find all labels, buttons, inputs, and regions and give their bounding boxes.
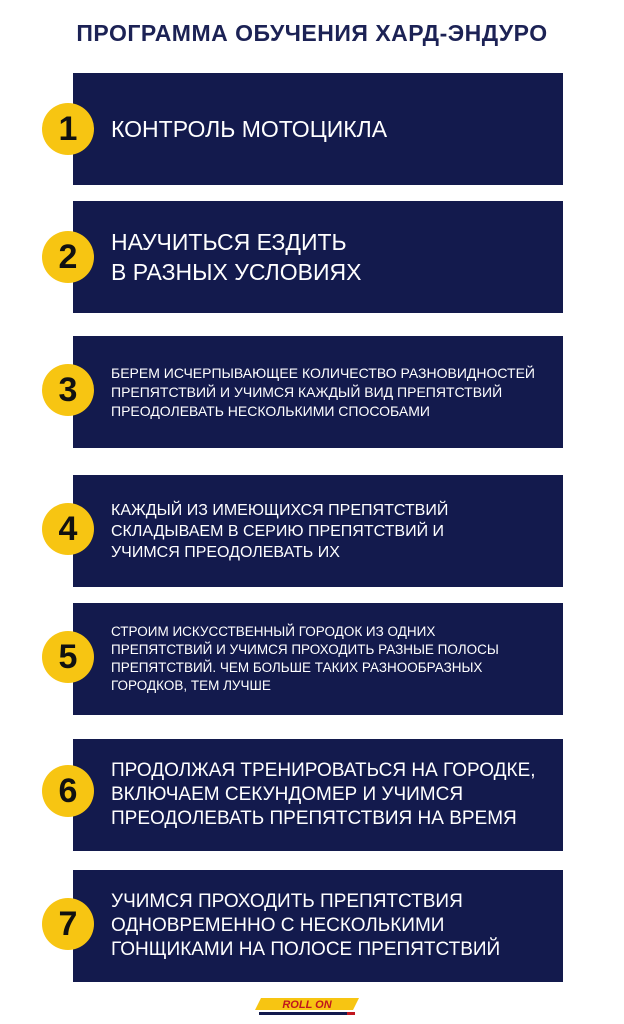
- step-number-badge: 7: [42, 898, 94, 950]
- step-number-badge: 5: [42, 631, 94, 683]
- rollon-logo: [255, 996, 359, 1018]
- step-card-6: [73, 739, 563, 851]
- step-card-3: [73, 336, 563, 448]
- step-text: ПРОДОЛЖАЯ ТРЕНИРОВАТЬСЯ НА ГОРОДКЕ, ВКЛЮЧАЕМ СЕКУНДОМЕР И УЧИМСЯ ПРЕОДОЛЕВАТЬ ПРЕПЯТСТВИЯ НА ВРЕМЯ: [111, 760, 536, 829]
- step-text: КАЖДЫЙ ИЗ ИМЕЮЩИХСЯ ПРЕПЯТСТВИЙ СКЛАДЫВАЕМ В СЕРИЮ ПРЕПЯТСТВИЙ И УЧИМСЯ ПРЕОДОЛЕВАТЬ ИХ: [111, 501, 449, 561]
- step-card-4: [73, 475, 563, 587]
- step-card-2: [73, 201, 563, 313]
- step-text: КОНТРОЛЬ МОТОЦИКЛА: [111, 116, 388, 142]
- step-text: СТРОИМ ИСКУССТВЕННЫЙ ГОРОДОК ИЗ ОДНИХ ПРЕПЯТСТВИЙ И УЧИМСЯ ПРОХОДИТЬ РАЗНЫЕ ПОЛОСЫ ПРЕПЯТСТВИЙ. ЧЕМ БОЛЬШЕ ТАКИХ РАЗНООБРАЗНЫХ ГОРОДКОВ, ТЕМ ЛУЧШЕ: [111, 624, 499, 693]
- step-card-7: [73, 870, 563, 982]
- step-text: УЧИМСЯ ПРОХОДИТЬ ПРЕПЯТСТВИЯ ОДНОВРЕМЕННО С НЕСКОЛЬКИМИ ГОНЩИКАМИ НА ПОЛОСЕ ПРЕПЯТСТВИЙ: [111, 891, 501, 960]
- page-title: ПРОГРАММА ОБУЧЕНИЯ ХАРД-ЭНДУРО: [76, 20, 548, 46]
- step-number-badge: 6: [42, 765, 94, 817]
- step-number-badge: 2: [42, 231, 94, 283]
- step-text: НАУЧИТЬСЯ ЕЗДИТЬ В РАЗНЫХ УСЛОВИЯХ: [111, 229, 362, 285]
- step-card-1: [73, 73, 563, 185]
- step-text: БЕРЕМ ИСЧЕРПЫВАЮЩЕЕ КОЛИЧЕСТВО РАЗНОВИДНОСТЕЙ ПРЕПЯТСТВИЙ И УЧИМСЯ КАЖДЫЙ ВИД ПРЕПЯТСТВИЙ ПРЕОДОЛЕВАТЬ НЕСКОЛЬКИМИ СПОСОБАМИ: [111, 364, 535, 419]
- step-card-5: [73, 603, 563, 715]
- step-number-badge: 1: [42, 103, 94, 155]
- logo-text: ROLL ON: [282, 999, 332, 1011]
- step-number-badge: 3: [42, 364, 94, 416]
- step-number-badge: 4: [42, 503, 94, 555]
